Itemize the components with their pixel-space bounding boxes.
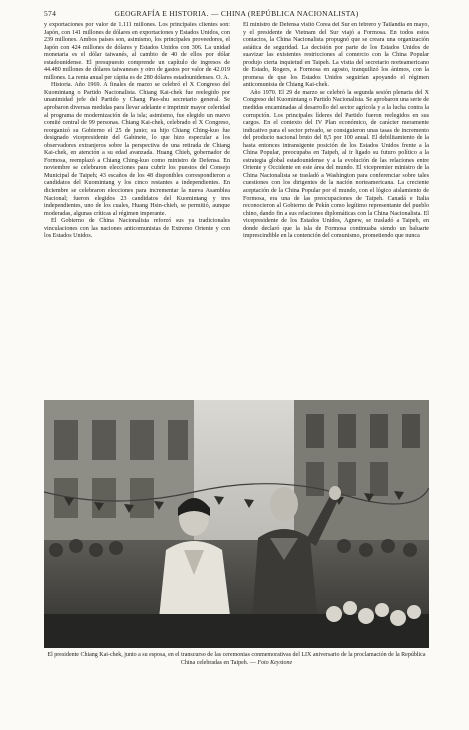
left-text-column xyxy=(44,22,230,396)
photo-credit: Foto Keystone xyxy=(257,659,293,666)
photo-illustration xyxy=(44,400,429,648)
paragraph: Historia. Año 1969. A finales de marzo se celebró el X Congreso del Kuomintang o Partido Nacionalista. Chiang Kai-chek fue reelegido por unanimidad jefe del Partido y Chang Pao-shu secretario general. Se aprobaron diversas medidas para llevar adelante e imprimir mayor celeridad al programa de modernización de la isla; asimismo, fue elegido un nuevo comité central de 99 personas. Chiang Kai-chek, celebrado el X Congreso, reorganizó su Gobierno el 25 de junio; su hijo Chiang Ching-kuo fue designado vicepresidente del Gabinete, lo que hizo especular a los observadores extranjeros sobre la perspectiva de una retirada de Chiang Kai-chek, en atención a su edad avanzada. Huang Chieh, gobernador de Formosa, reemplazó a Chiang Ching-kuo como ministro de Defensa. En noviembre se celebraron elecciones para cubrir los puestos del Consejo Municipal de Taipeh; 43 escaños de los 48 disponibles correspondieron a candidatos del Kuomintang y los cinco restantes a independientes. En diciembre se celebraron elecciones para incrementar la nueva Asamblea Nacional; fueron elegidos 23 candidatos del Kuomintang y tres independientes, uno de los cuales, Huang Hsin-chieh, se permitió, aunque moderadas, algunas críticas al régimen imperante. xyxy=(44,82,230,217)
paragraph: El Gobierno de China Nacionalista reforzó sus ya tradicionales vinculaciones con las naciones anticomunistas de Extremo Oriente y con los Estados Unidos. xyxy=(44,218,230,240)
news-photo xyxy=(44,400,429,648)
paragraph: El ministro de Defensa visitó Corea del Sur en febrero y Tailandia en mayo, y el presidente de Vietnam del Sur viajó a Formosa. En todos estos contactos, la China Nacionalista propugnó que se creara una organización asiática de seguridad. La decisión por parte de los Estados Unidos de suavizar las existentes restricciones al comercio con la China Popular produjo cierta inquietud en Taipeh. La visita del secretario norteamericano de Estado, Rogers, a Formosa en agosto, tranquilizó los ánimos, con la promesa de que los Estados Unidos seguirían apoyando el régimen anticomunista de Chiang Kai-chek. xyxy=(243,22,429,89)
paragraph: Año 1970. El 29 de marzo se celebró la segunda sesión plenaria del X Congreso del Kuomintang o Partido Nacionalista. Se aprobaron una serie de medidas encaminadas al desarrollo del sector agrícola y a la lucha contra la corrupción. Los principales líderes del Partido fueron reelegidos en sus cargos. En el contexto del IV Plan económico, de carácter meramente indicativo para el sector privado, se consiguieron unas tasas de incremento del producto nacional bruto del 8,5 por 100 anual. El debilitamiento de la hasta entonces intransigente posición de los Estados Unidos frente a la China Popular, preocupaba en Taipeh, al ir ligado su futuro político a la estrategia global estadounidense y a la evolución de las relaciones entre Oriente y Occidente en este área del mundo. El vicepremier ministro de la China Nacionalista se trasladó a Washington para conferenciar sobre tales cuestiones con los dirigentes de la nación norteamericana. La creciente aceptación de la China Popular por el mundo, con el lógico aislamiento de Formosa, era una de las preocupaciones de Taipeh. Canadá e Italia reconocieron al Gobierno de Pekín como legítimo representante del pueblo chino, dando fin a sus relaciones diplomáticas con la China Nacionalista. El vicepresidente de los Estados Unidos, Agnew, se trasladó a Taipeh, en donde declaró que la isla de Formosa continuaba siendo un baluarte imprescindible en la contención del comunismo, prometiendo que nunca xyxy=(243,89,429,240)
running-header xyxy=(44,8,429,20)
page-number: 574 xyxy=(44,9,57,18)
photo-caption xyxy=(44,652,429,667)
paragraph: y exportaciones por valor de 1.111 millones. Los principales clientes son: Japón, con 141 millones de dólares en exportaciones y Estados Unidos, con 239 millones. Ambos países son, asimismo, los principales proveedores, el Japón con 424 millones de dólares y Estados Unidos con 306. La unidad monetaria es el dólar taiwanés, al cambio de 40 de ellos por dólar estadounidense. El presupuesto comprende un capítulo de ingresos de 44.480 millones de dólares taiwaneses y otro de gastos por valor de 42.019 millones. La renta anual per cápita es de 280 dólares estadounidenses. O. A. xyxy=(44,22,230,81)
caption-text: El presidente Chiang Kai-chek, junto a su esposa, en el transcurso de las ceremonias conmemorativas del LIX aniversario de la proclamación de la República China celebradas en Taipeh. — xyxy=(47,652,426,666)
running-title: GEOGRAFÍA E HISTORIA. — CHINA (REPÚBLICA NACIONALISTA) xyxy=(114,9,359,18)
right-text-column xyxy=(243,22,429,396)
